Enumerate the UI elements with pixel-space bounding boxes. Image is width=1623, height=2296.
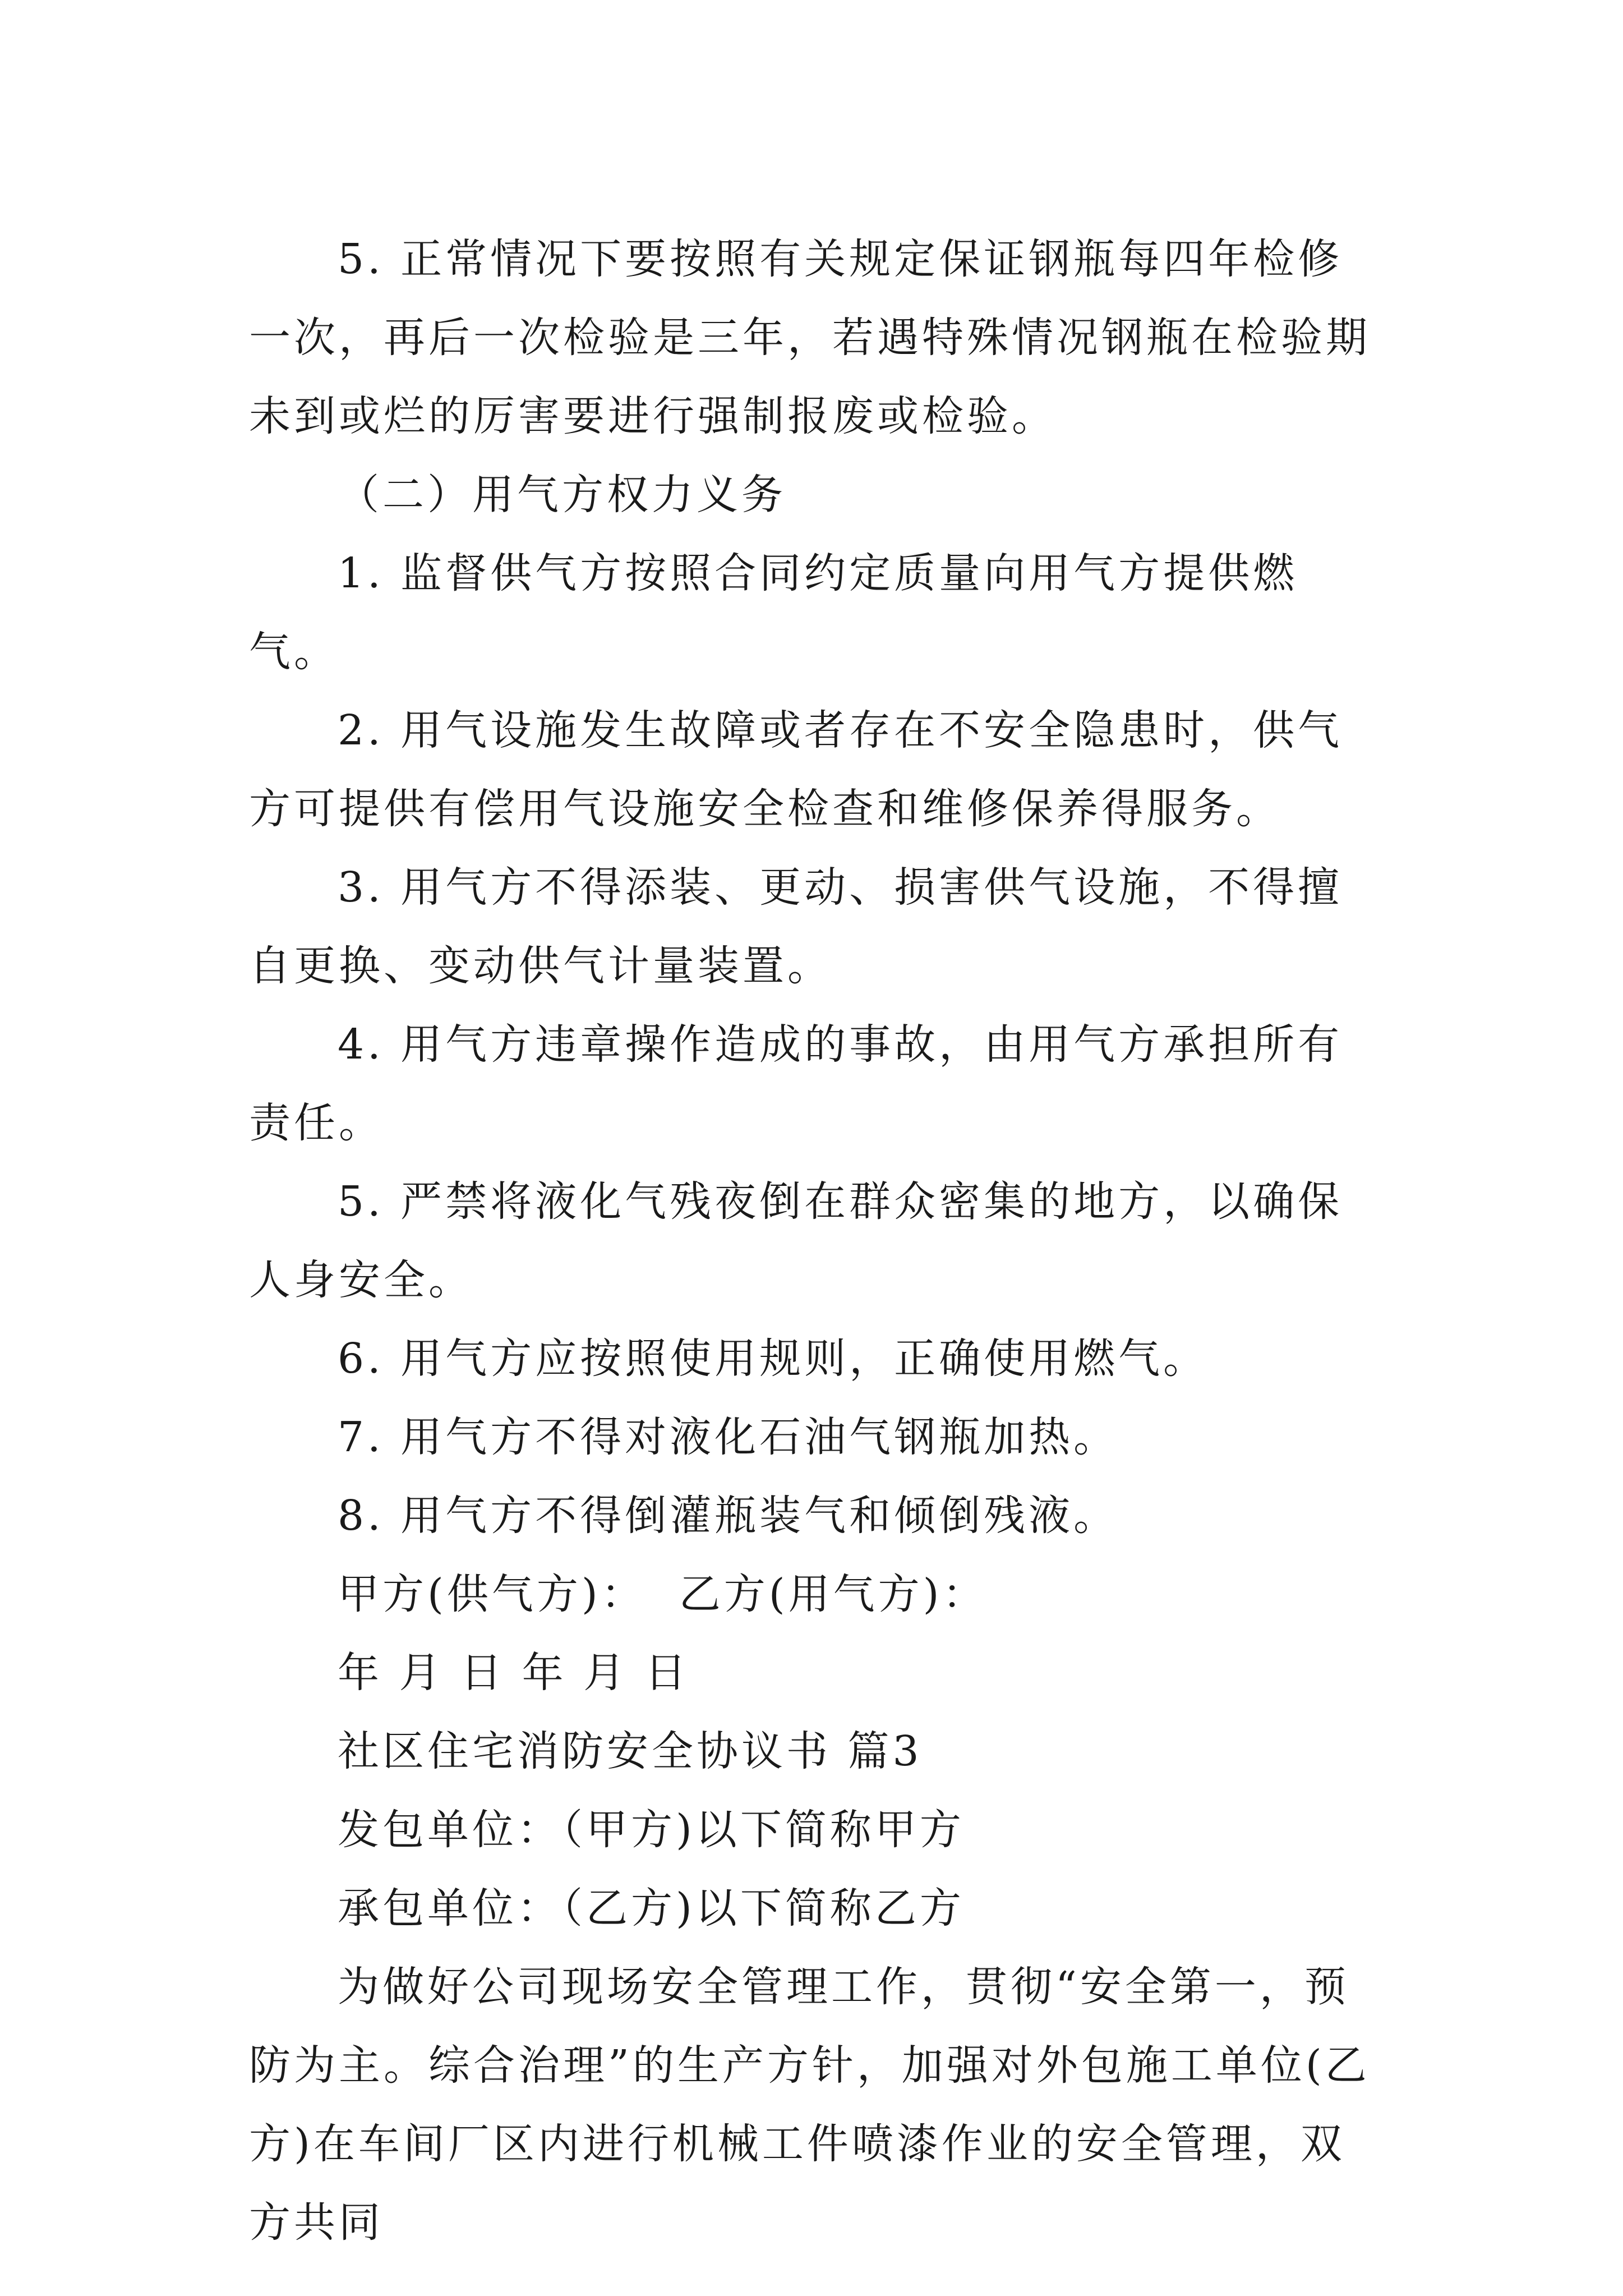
paragraph-item-3: 3. 用气方不得添装、更动、损害供气设施，不得擅自更换、变动供气计量装置。 <box>249 863 1343 990</box>
signature-parties-line: 甲方(供气方)： 乙方(用气方)： <box>338 1570 988 1618</box>
signature-date-line: 年 月 日 年 月 日 <box>338 1649 690 1697</box>
paragraph-item-7: 7. 用气方不得对液化石油气钢瓶加热。 <box>338 1413 1119 1461</box>
contractor-party-line: 承包单位：（乙方)以下简称乙方 <box>338 1884 965 1932</box>
section-heading-user-rights: （二）用气方权力义务 <box>338 471 786 519</box>
paragraph-item-5-cylinder-inspection: 5. 正常情况下要按照有关规定保证钢瓶每四年检修一次，再后一次检验是三年，若遇特殊情况钢瓶在检验期未到或烂的厉害要进行强制报废或检验。 <box>249 235 1371 440</box>
paragraph-item-1: 1. 监督供气方按照合同约定质量向用气方提供燃气。 <box>249 549 1298 676</box>
paragraph-item-2: 2. 用气设施发生故障或者存在不安全隐患时，供气方可提供有偿用气设施安全检查和维修保养得服务。 <box>249 706 1343 833</box>
paragraph-item-4: 4. 用气方违章操作造成的事故，由用气方承担所有责任。 <box>249 1020 1343 1147</box>
agreement-title-part3: 社区住宅消防安全协议书 篇3 <box>338 1727 923 1775</box>
paragraph-item-6: 6. 用气方应按照使用规则，正确使用燃气。 <box>338 1335 1209 1383</box>
paragraph-item-8: 8. 用气方不得倒灌瓶装气和倾倒残液。 <box>338 1492 1119 1540</box>
intro-paragraph: 为做好公司现场安全管理工作，贯彻“安全第一，预防为主。综合治理”的生产方针，加强对外包施工单位(乙方)在车间厂区内进行机械工件喷漆作业的安全管理，双方共同 <box>249 1963 1370 2247</box>
document-body <box>249 220 1387 2262</box>
contracting-party-line: 发包单位：（甲方)以下简称甲方 <box>338 1806 965 1854</box>
paragraph-item-5: 5. 严禁将液化气残夜倒在群众密集的地方，以确保人身安全。 <box>249 1177 1343 1304</box>
